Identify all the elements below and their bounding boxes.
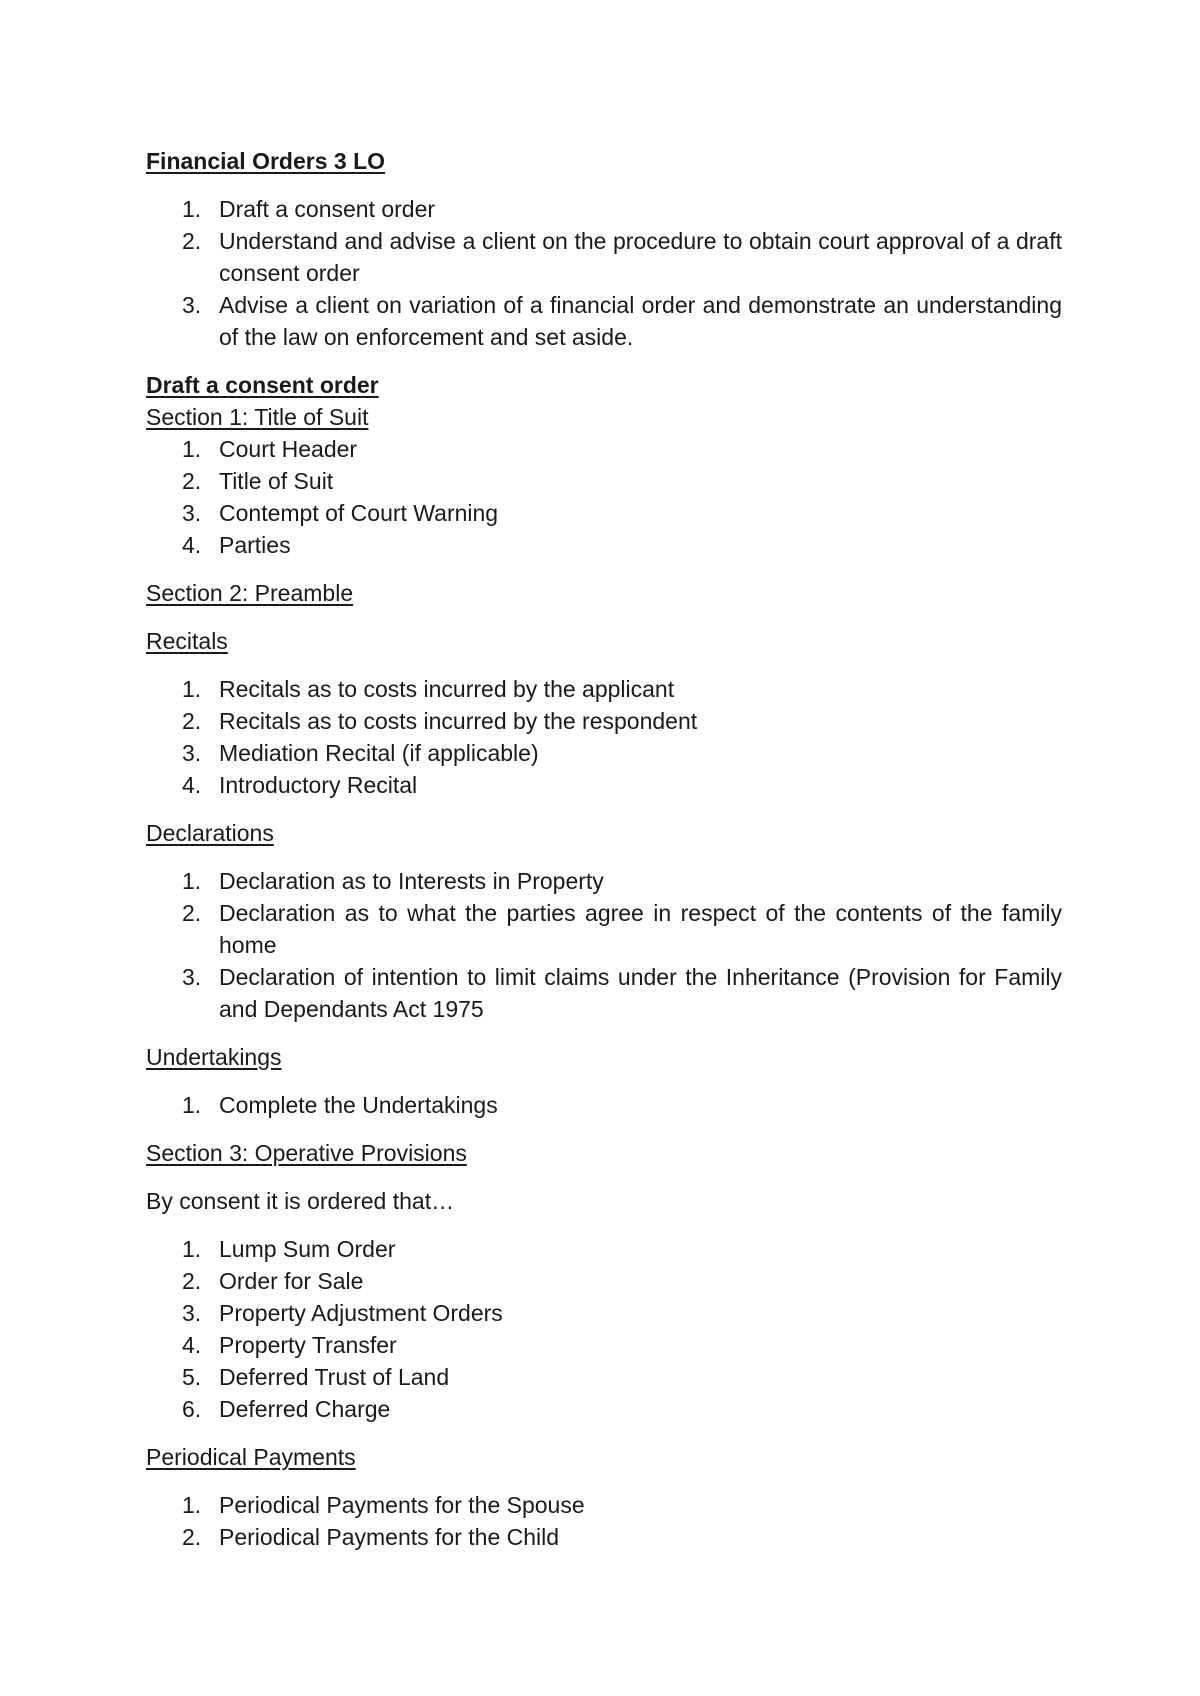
list-item: 3. Declaration of intention to limit claims under the Inheritance (Provision for Family and Dependants Act 1975 (182, 964, 1062, 1022)
section2-title: Section 2: Preamble (146, 580, 354, 606)
list-item: 4. Introductory Recital (182, 772, 418, 798)
declarations-title: Declarations (146, 820, 274, 846)
draft-heading: Draft a consent order (146, 372, 379, 398)
list-item: 1. Declaration as to Interests in Property (182, 868, 604, 894)
list-item: 2. Understand and advise a client on the procedure to obtain court approval of a draft consent order (182, 228, 1062, 286)
list-item: 1. Periodical Payments for the Spouse (182, 1492, 585, 1518)
list-item: 3. Property Adjustment Orders (182, 1300, 503, 1326)
document-content (146, 145, 1062, 1553)
declarations-list (146, 865, 1062, 1025)
periodical-title: Periodical Payments (146, 1444, 356, 1470)
section3-list (146, 1233, 1062, 1425)
list-item: 1. Lump Sum Order (182, 1236, 396, 1262)
list-item: 3. Mediation Recital (if applicable) (182, 740, 539, 766)
section1-list (146, 433, 1062, 561)
list-item: 1. Court Header (182, 436, 358, 462)
list-item: 4. Property Transfer (182, 1332, 397, 1358)
list-item: 3. Contempt of Court Warning (182, 500, 499, 526)
list-item: 6. Deferred Charge (182, 1396, 391, 1422)
list-item: 2. Recitals as to costs incurred by the respondent (182, 708, 698, 734)
list-item: 4. Parties (182, 532, 291, 558)
lo-list (146, 193, 1062, 353)
list-item: 2. Declaration as to what the parties agree in respect of the contents of the family home (182, 900, 1062, 958)
list-item: 2. Title of Suit (182, 468, 334, 494)
periodical-list (146, 1489, 1062, 1553)
list-item: 5. Deferred Trust of Land (182, 1364, 450, 1390)
section3-title: Section 3: Operative Provisions (146, 1140, 467, 1166)
recitals-list (146, 673, 1062, 801)
list-item: 1. Complete the Undertakings (182, 1092, 498, 1118)
undertakings-list (146, 1089, 1062, 1121)
section1-title: Section 1: Title of Suit (146, 404, 369, 430)
section3-intro: By consent it is ordered that… (146, 1188, 455, 1214)
recitals-title: Recitals (146, 628, 228, 654)
undertakings-title: Undertakings (146, 1044, 282, 1070)
list-item: 1. Draft a consent order (182, 196, 436, 222)
list-item: 3. Advise a client on variation of a financial order and demonstrate an understanding of the law on enforcement and set aside. (182, 292, 1062, 350)
list-item: 2. Periodical Payments for the Child (182, 1524, 560, 1550)
list-item: 1. Recitals as to costs incurred by the applicant (182, 676, 675, 702)
lo-title: Financial Orders 3 LO (146, 148, 386, 174)
list-item: 2. Order for Sale (182, 1268, 364, 1294)
